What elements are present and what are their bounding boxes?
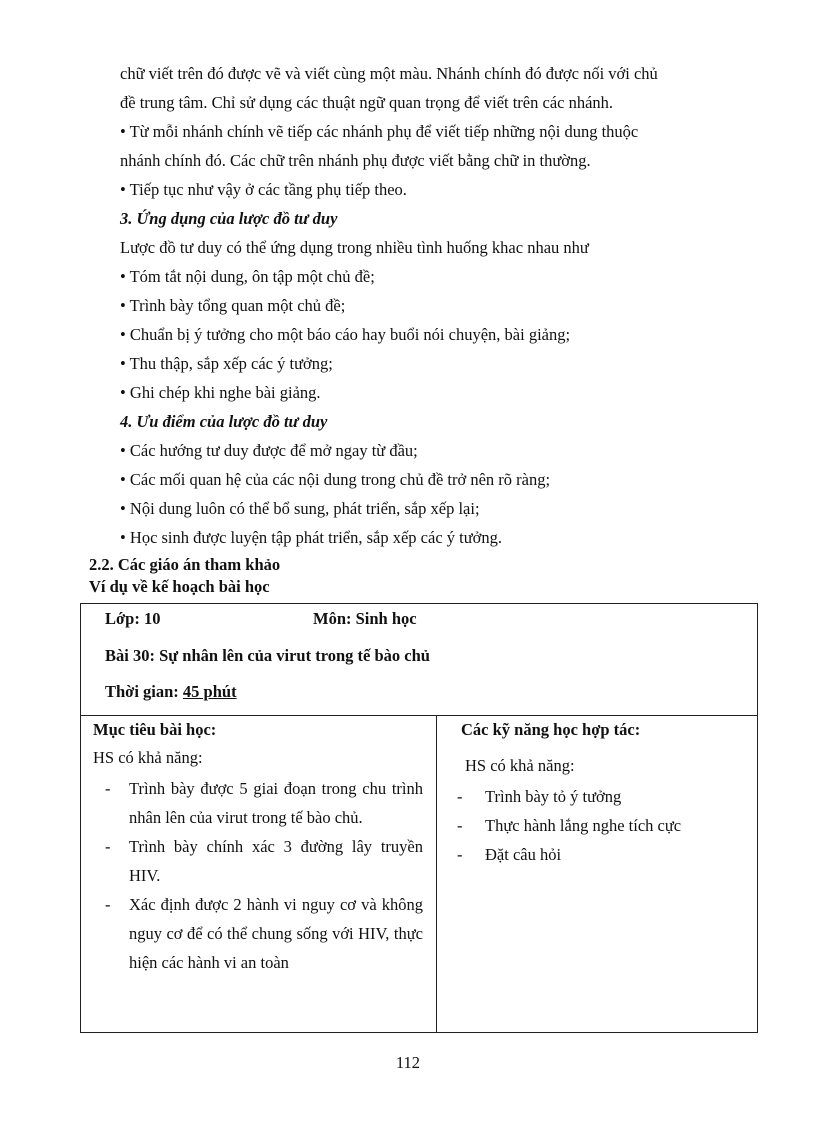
objective-text: Trình bày được 5 giai đoạn trong chu trình nhân lên của virut trong tế bào chủ.	[129, 779, 423, 827]
list-item: • Chuẩn bị ý tưởng cho một báo cáo hay buổi nói chuyện, bài giảng;	[120, 325, 571, 344]
lesson-header-cell	[81, 604, 757, 716]
list-item: • Học sinh được luyện tập phát triển, sắp xếp các ý tưởng.	[120, 528, 503, 547]
objective-text: Xác định được 2 hành vi nguy cơ và không nguy cơ để có thể chung sống với HIV, thực hiện các hành vi an toàn	[129, 895, 423, 972]
skill-text: Trình bày tỏ ý tưởng	[485, 787, 622, 806]
objectives-intro: HS có khả năng:	[93, 748, 203, 767]
list-item	[457, 782, 747, 811]
paragraph-line: đề trung tâm. Chỉ sử dụng các thuật ngữ quan trọng để viết trên các nhánh.	[120, 93, 614, 112]
section-subtitle: Ví dụ về kế hoạch bài học	[89, 577, 270, 596]
list-item	[93, 890, 423, 977]
objectives-list	[93, 774, 423, 977]
dash-bullet: -	[457, 845, 463, 864]
objectives-title: Mục tiêu bài học:	[93, 720, 217, 739]
advantages-heading: 4. Ưu điểm của lược đồ tư duy	[120, 412, 328, 431]
subject-label: Môn: Sinh học	[313, 609, 417, 628]
lesson-plan-table	[80, 603, 758, 1033]
objectives-cell	[81, 716, 437, 1032]
paragraph-line: • Tiếp tục như vậy ở các tầng phụ tiếp theo.	[120, 180, 407, 199]
list-item: • Nội dung luôn có thể bổ sung, phát triển, sắp xếp lại;	[120, 499, 480, 518]
time-row	[105, 682, 237, 702]
paragraph-line: chữ viết trên đó được vẽ và viết cùng một màu. Nhánh chính đó được nối với chủ	[120, 64, 658, 83]
applications-intro: Lược đồ tư duy có thể ứng dụng trong nhiều tình huống khac nhau như	[120, 238, 589, 257]
paragraph-line: nhánh chính đó. Các chữ trên nhánh phụ được viết bằng chữ in thường.	[120, 151, 591, 170]
skills-list	[457, 782, 747, 869]
skills-intro: HS có khả năng:	[465, 756, 575, 775]
grade-label: Lớp: 10	[105, 609, 161, 628]
dash-bullet: -	[457, 816, 463, 835]
section-title: 2.2. Các giáo án tham khảo	[89, 555, 281, 574]
dash-bullet: -	[105, 837, 111, 856]
list-item: • Các hướng tư duy được để mở ngay từ đầu;	[120, 441, 418, 460]
list-item: • Ghi chép khi nghe bài giảng.	[120, 383, 321, 402]
body-text	[120, 59, 760, 552]
objective-text: Trình bày chính xác 3 đường lây truyền HIV.	[129, 837, 423, 885]
dash-bullet: -	[105, 895, 111, 914]
skill-text: Thực hành lắng nghe tích cực	[485, 816, 682, 835]
list-item	[457, 811, 747, 840]
list-item	[93, 774, 423, 832]
skills-title: Các kỹ năng học hợp tác:	[461, 720, 641, 739]
page-number: 112	[395, 1053, 421, 1072]
lesson-title: Bài 30: Sự nhân lên của virut trong tế bào chủ	[105, 646, 430, 665]
list-item: • Trình bày tổng quan một chủ đề;	[120, 296, 346, 315]
dash-bullet: -	[457, 787, 463, 806]
skills-cell	[437, 716, 757, 1032]
list-item	[457, 840, 747, 869]
skill-text: Đặt câu hỏi	[485, 845, 562, 864]
paragraph-line: • Từ mỗi nhánh chính vẽ tiếp các nhánh phụ để viết tiếp những nội dung thuộc	[120, 122, 639, 141]
list-item: • Các mối quan hệ của các nội dung trong chủ đề trở nên rõ ràng;	[120, 470, 551, 489]
list-item	[93, 832, 423, 890]
applications-heading: 3. Ứng dụng của lược đồ tư duy	[120, 209, 338, 228]
time-value: 45 phút	[182, 682, 237, 701]
list-item: • Tóm tắt nội dung, ôn tập một chủ đề;	[120, 267, 375, 286]
dash-bullet: -	[105, 779, 111, 798]
list-item: • Thu thập, sắp xếp các ý tưởng;	[120, 354, 333, 373]
time-label: Thời gian:	[105, 682, 179, 701]
